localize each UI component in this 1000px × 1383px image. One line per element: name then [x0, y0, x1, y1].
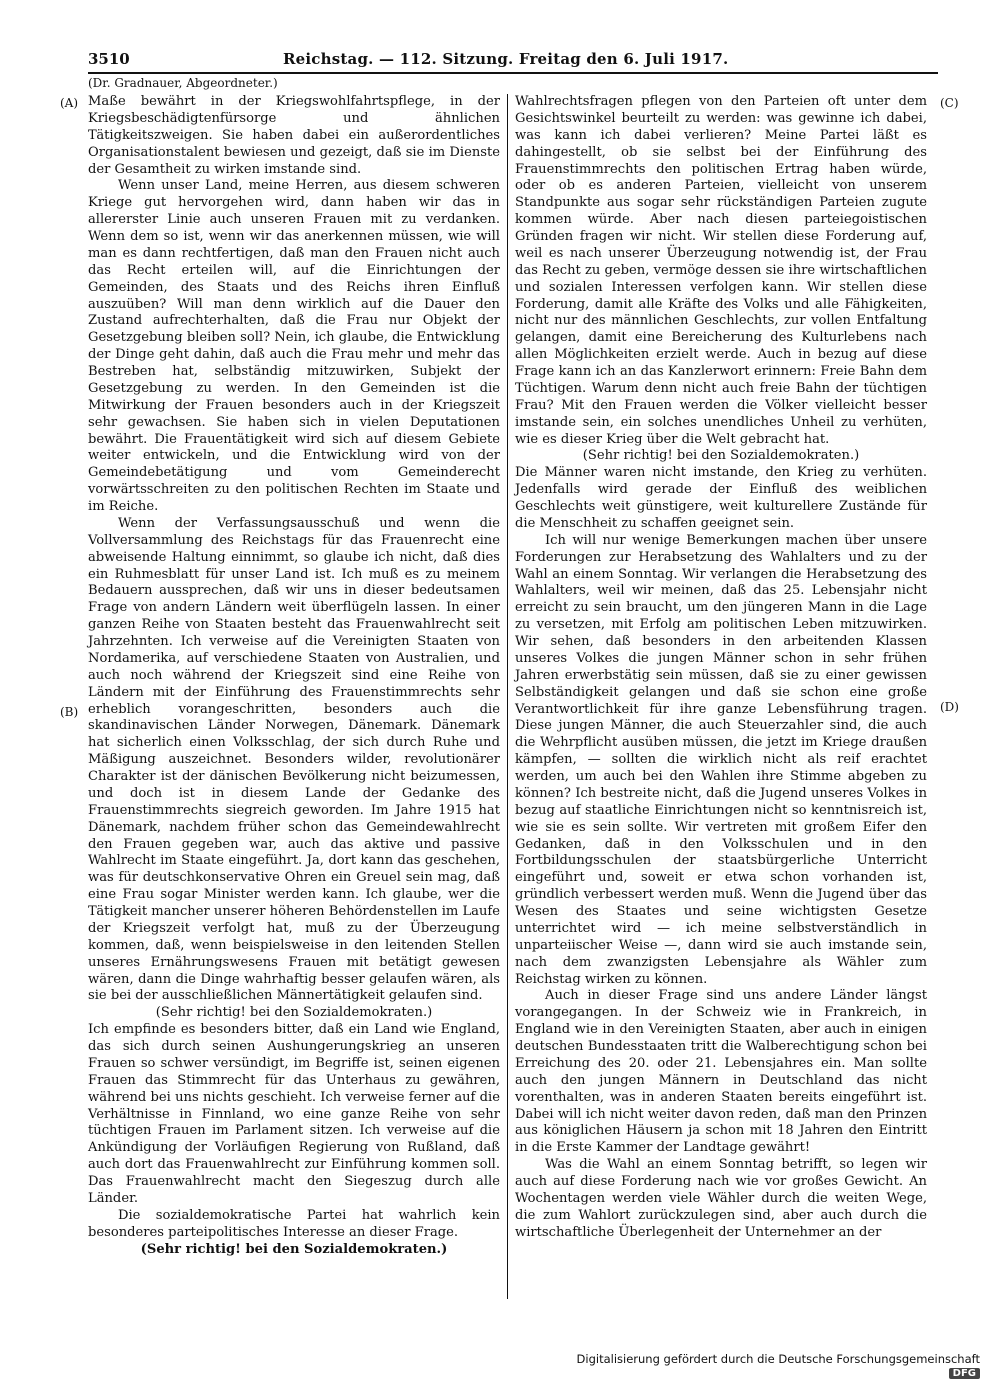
- running-title: Reichstag. — 112. Sitzung. Freitag den 6. Juli 1917.: [283, 50, 729, 68]
- margin-marker-c: (C): [940, 96, 959, 110]
- right-column: [515, 94, 927, 1242]
- dfg-logo: DFG: [949, 1368, 980, 1379]
- applause-note: (Sehr richtig! bei den Sozialdemokraten.): [582, 448, 860, 464]
- paragraph: Wahlrechtsfragen pflegen von den Parteien oft unter dem Gesichtswinkel beurteilt zu werden: was gewinne ich dabei, was kann ich dabei verlieren? Meine Partei läßt es dahingestellt, ob sie selbst bei der Einführung des Frauenstimmrechts den politischen Ertrag haben würde, oder ob es anderen Parteien, vielleicht von unserem Standpunkte aus sogar sehr rückständigen Parteien zugute kommen würde. Aber nach diesen parteiegoistischen Gründen fragen wir nicht. Wir stellen diese Forderung auf, weil es nach unserer Überzeugung notwendig ist, der Frau das Recht zu geben, vermöge dessen sie ihre wirtschaftlichen und sozialen Interessen verfolgen kann. Wir stellen diese Forderung, damit alle Kräfte des Volks und alle Fähigkeiten, nicht nur des männlichen Geschlechts, zur vollen Entfaltung gelangen, damit eine Bereicherung des Kulturlebens nach allen Möglichkeiten erzielt werde. Auch in bezug auf diese Frage kann ich an das Kanzlerwort erinnern: Freie Bahn dem Tüchtigen. Warum denn nicht auch freie Bahn der tüchtigen Frau? Mit den Frauen werden die Völker vielleicht besser imstande sein, ein solches unendliches Unheil zu verhüten, wie es dieser Krieg über die Welt gebracht hat.: [515, 94, 927, 447]
- paragraph: Ich will nur wenige Bemerkungen machen über unsere Forderungen zur Herabsetzung des Wahlalters und zu der Wahl an einem Sonntag. Wir verlangen die Herabsetzung des Wahlalters, weil wir meinen, daß das 25. Lebensjahr nicht erreicht zu sein braucht, um den jüngeren Mann in die Lage zu versetzen, mit Erfolg am politischen Leben mitzuwirken. Wir sehen, daß besonders in den arbeitenden Klassen unseres Volkes die jungen Männer schon in sehr frühen Jahren erwerbstätig sein müssen, daß sie zu einer gewissen Selbständigkeit gelangen und daß sie schon eine große Verantwortlichkeit für ihre ganze Lebensführung tragen. Diese jungen Männer, die auch Steuerzahler sind, die auch die Wehrpflicht ausüben müssen, die jetzt im Kriege draußen kämpfen, — sollten die wirklich nicht als reif erachtet werden, um auch bei den Wahlen ihre Stimme abgeben zu können? Ich bestreite nicht, daß die Jugend unseres Volkes in bezug auf staatliche Einrichtungen nicht so kenntnisreich ist, wie sie es sein sollte. Wir vertreten mit großem Eifer den Gedanken, daß in den Volksschulen und in den Fortbildungsschulen der staatsbürgerliche Unterricht eingeführt und, soweit er etwa schon vorhanden ist, gründlich verbessert werden muß. Wenn die Jugend über das Wesen des Staates und seine wichtigsten Gesetze unterrichtet wird — ich meine selbstverständlich in unparteiischer Weise —, dann wird sie auch imstande sein, nach dem zwanzigsten Lebensjahre als Wähler zum Reichstag wirken zu können.: [515, 532, 927, 987]
- header-rule: [88, 72, 938, 74]
- paragraph: Wenn der Verfassungsausschuß und wenn die Vollversammlung des Reichstags für das Frauenrecht eine abweisende Haltung einnimmt, so glaube ich nicht, daß dies ein Ruhmesblatt für unser Land ist. Ich muß es zu meinem Bedauern aussprechen, daß wir uns in dieser bedeutsamen Frage von andern Ländern weit überflügeln lassen. In einer ganzen Reihe von Staaten besteht das Frauenwahlrecht seit Jahrzehnten. Ich verweise auf die Vereinigten Staaten von Nordamerika, auf verschiedene Staaten von Australien, und auch noch während der Kriegszeit sind eine Reihe von Ländern mit der Einführung des Frauenstimmrechts sehr erheblich vorangeschritten, besonders auch die skandinavischen Länder Norwegen, Dänemark. Dänemark hat sicherlich einen Volksschlag, der sich durch Ruhe und Mäßigung auszeichnet. Besonders wilder, revolutionärer Charakter ist der dänischen Bevölkerung nicht beizumessen, und doch ist in diesem Lande der Gedanke des Frauenstimmrechts siegreich geworden. Im Jahre 1915 hat Dänemark, nachdem früher schon das Gemeindewahlrecht den Frauen gegeben war, auch das aktive und passive Wahlrecht im Staate eingeführt. Ja, dort kann das geschehen, was für deutschkonservative Ohren ein Greuel sein mag, daß eine Frau sogar Minister werden kann. Ich glaube, wer die Tätigkeit mancher unserer höheren Behördenstellen im Laufe der Kriegszeit verfolgt hat, muß zu der Überzeugung kommen, daß, wenn beispielsweise in den leitenden Stellen unseres Ernährungswesens Frauen mit betätigt gewesen wären, dann die Dinge wahrhaftig besser gelaufen wären, als sie bei der ausschließlichen Männertätigkeit gelaufen sind.: [88, 515, 500, 1004]
- digitization-footer: [560, 1352, 980, 1379]
- applause-note: (Sehr richtig! bei den Sozialdemokraten.): [140, 1241, 448, 1257]
- left-column: [88, 94, 500, 1258]
- paragraph: Wenn unser Land, meine Herren, aus diesem schweren Kriege gut hervorgehen wird, dann haben wir das in allererster Linie auch unseren Frauen mit zu verdanken. Wenn dem so ist, wenn wir das anerkennen müssen, wie will man es dann rechtfertigen, daß man den Frauen nicht auch das Recht erteilen will, auf die Einrichtungen der Gemeinden, des Staats und des Reichs ihren Einfluß auszuüben? Will man denn wirklich auf die Dauer den Zustand aufrechterhalten, daß die Frau nur Objekt der Gesetzgebung bleiben soll? Nein, ich glaube, die Entwicklung der Dinge geht dahin, daß auch die Frau mehr und mehr das Bestreben hat, selbständig mitzuwirken, Subjekt der Gesetzgebung zu werden. In den Gemeinden ist die Mitwirkung der Frauen besonders auch in der Kriegszeit sehr gewachsen. Sie haben sich in vielen Deputationen bewährt. Die Frauentätigkeit wird sich auf diesem Gebiete weiter entwickeln, und die Entwicklung wird von der Gemeindebetätigung und vom Gemeinderecht vorwärtsschreiten zu den politischen Rechten im Staate und im Reiche.: [88, 178, 500, 514]
- paragraph: Die Männer waren nicht imstande, den Krieg zu verhüten. Jedenfalls wird gerade der Einfluß des weiblichen Geschlechts weit günstigere, weit kulturellere Zustände für die Menschheit zu schaffen geeignet sein.: [515, 465, 927, 531]
- paragraph: Ich empfinde es besonders bitter, daß ein Land wie England, das sich durch seinen Aushungerungskrieg an unseren Frauen so schwer versündigt, im Begriffe ist, seinen eigenen Frauen das Stimmrecht für das Unterhaus zu gewähren, während bei uns nichts geschieht. Ich verweise ferner auf die Verhältnisse in Finnland, wo eine ganze Reihe von sehr tüchtigen Frauen im Parlament sitzen. Ich verweise auf die Ankündigung der Vorläufigen Regierung von Rußland, daß auch dort das Frauenwahlrecht zur Einführung kommen soll. Das Frauenwahlrecht macht den Siegeszug durch alle Länder.: [88, 1022, 500, 1206]
- speaker-note: (Dr. Gradnauer, Abgeordneter.): [88, 76, 278, 90]
- margin-marker-a: (A): [60, 96, 79, 110]
- margin-marker-b: (B): [60, 705, 79, 719]
- column-divider: [507, 94, 508, 1299]
- applause-note: (Sehr richtig! bei den Sozialdemokraten.): [155, 1005, 433, 1021]
- paragraph: Was die Wahl an einem Sonntag betrifft, so legen wir auch auf diese Forderung nach wie vor großes Gewicht. An Wochentagen werden viele Wähler durch die weiten Wege, die zum Wahlort zurückzulegen sind, aber auch durch die wirtschaftliche Überlegenheit der Unternehmer an der: [515, 1157, 927, 1240]
- paragraph: Auch in dieser Frage sind uns andere Länder längst vorangegangen. In der Schweiz wie in Frankreich, in England wie in den Vereinigten Staaten, aber auch in einigen deutschen Bundesstaaten tritt die Walberechtigung schon bei Erreichung des 20. oder 21. Lebensjahres ein. Man sollte auch den jungen Männern in Deutschland das nicht vorenthalten, was in anderen Staaten bereits eingeführt ist. Dabei will ich nicht weiter davon reden, daß man den Prinzen aus königlichen Häusern ja schon mit 18 Jahren den Eintritt in die Erste Kammer der Landtage gewährt!: [515, 988, 927, 1156]
- footer-text: Digitalisierung gefördert durch die Deutsche Forschungsgemeinschaft: [576, 1352, 980, 1366]
- page-number: 3510: [88, 50, 130, 68]
- page-header: [88, 50, 938, 72]
- margin-marker-d: (D): [940, 700, 959, 714]
- paragraph: Die sozialdemokratische Partei hat wahrlich kein besonderes parteipolitisches Interesse an dieser Frage.: [88, 1207, 500, 1240]
- paragraph: Maße bewährt in der Kriegswohlfahrtspflege, in der Kriegsbeschädigtenfürsorge und ähnlichen Tätigkeitszweigen. Sie haben dabei ein außerordentliches Organisationstalent bewiesen und gezeigt, daß sie im Dienste der Gesamtheit zu wirken imstande sind.: [88, 94, 500, 177]
